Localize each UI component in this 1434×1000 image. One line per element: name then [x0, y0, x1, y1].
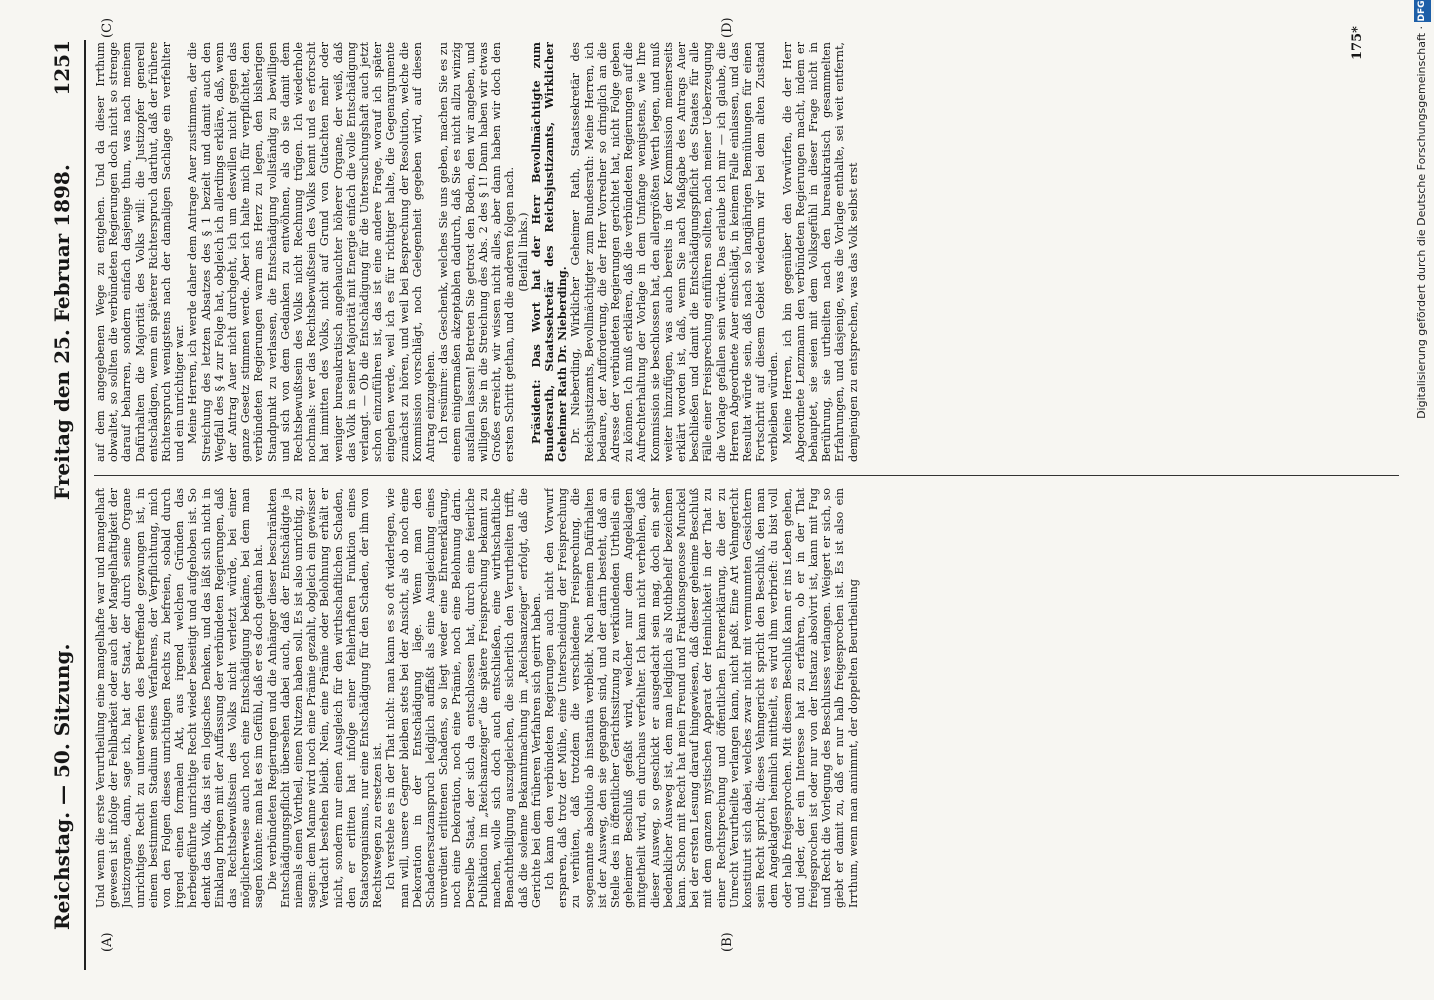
paragraph: Ich verstehe es in der That nicht: man kann es so oft widerlegen, wie man will, unsere Gegner bleiben stets bei der Ansicht, als ob noch eine Dekoration in der Entschädigung läge. Wenn man den Schadenersatzanspruch lediglich auffaßt als eine Ausgleichung eines unverdient erlittenen Schadens, so liegt weder eine Ehrenerklärung, noch eine Dekoration, noch eine Prämie, noch eine Belohnung darin. Derselbe Staat, der sich da entschlossen hat, durch eine feierliche Publikation im „Reichsanzeiger“ die spätere Freisprechung bekannt zu machen, wolle sich doch auch entschließen, eine wirthschaftliche Benachtheiligung auszugleichen, die sicherlich den Verurtheilten trifft, daß die solenne Bekanntmachung im „Reichsanzeiger“ erfolgt, daß die Gerichte bei dem früheren Verfahren sich geirrt haben. — [384, 488, 543, 908]
paragraph: Ich kann den verbündeten Regierungen auch nicht den Vorwurf ersparen, daß trotz der Mühe, eine Unterscheidung der Freisprechung zu verhüten, daß trotzdem die verschiedene Freisprechung, die sogenannte absolutio ab instantia verbleibt. Nach meinem Dafürhalten ist der Ausweg, den sie gegangen sind, und der darin besteht, daß an Stelle des in öffentlicher Gerichtssitzung zu verkündenden Urtheils ein geheimer Beschluß gefaßt wird, welcher nur dem Angeklagten mitgetheilt wird, ein durchaus verfehlter. Ich kann nicht verhehlen, daß dieser Ausweg, so geschickt er ausgedacht sein mag, doch ein sehr bedenklicher Ausweg ist, den man lediglich als Nothbehelf bezeichnen kann. Schon mit Recht hat mein Freund und Fraktionsgenosse Munckel bei der ersten Lesung darauf hingewiesen, daß dieser geheime Beschluß mit dem ganzen mystischen Apparat der Heimlichkeit in der That zu einer Rechtsprechung und öffentlichen Ehrenerklärung, die der zu Unrecht Verurtheilte verlangen kann, nicht paßt. Eine Art Vehmgericht konstituirt sich dabei, welches zwar nicht mit vermummten Gesichtern sein Recht spricht; dieses Vehmgericht spricht den Beschluß, den man dem Angeklagten heimlich mittheilt, es wird ihm verbrieft: du bist voll oder halb freigesprochen. Mit diesem Beschluß kann er ins Leben gehen, und jeder, der ein Interesse hat zu erfahren, ob er in der That freigesprochen ist oder nur von der Instanz absolvirt ist, kann mit Fug und Recht die Vorlegung des Beschlusses verlangen. Weigert er sich, so giebt er damit zu, daß er nur halb freigesprochen ist. Es ist also ein Irrthum, wenn man annimmt, der doppelten Beurtheilung — [542, 488, 860, 908]
page-header — [42, 40, 82, 970]
header-date: Freitag den 25. Februar 1898. — [50, 164, 74, 500]
column-divider — [94, 475, 1399, 476]
paragraph: Ich resümire: das Geschenk, welches Sie uns geben, machen Sie es zu einem einigermaßen akzeptablen dadurch, daß Sie es nicht allzu winzig ausfallen lassen! Betreten Sie getrost den Boden, den wir angeben, und willigen Sie in die Streichung des Abs. 2 des § 1! Dann haben wir etwas Großes erreicht, wir wissen nicht alles, aber dann haben wir doch den ersten Schritt gethan, und die anderen folgen nach. — [437, 42, 517, 462]
paragraph: auf dem angegebenen Wege zu entgehen. Und da dieser Irrthum obwaltet, so sollten die verbündeten Regierungen doch nicht so strenge darauf beharren, sondern einfach dasjenige thun, was nach meinem Dafürhalten die Majorität des Volks will: die Justizopfer generell entschädigen, wenn ein späterer Richterspruch darthut, daß der frühere Richterspruch wenigstens nach der damaligen Sachlage ein verfehlter und ein unrichtiger war. — [94, 42, 187, 462]
margin-marker-c: (C) — [100, 17, 115, 38]
text-column-left — [94, 488, 1399, 908]
header-rule — [84, 40, 86, 970]
paragraph: Und wenn die erste Verurtheilung eine mangelhafte war und mangelhaft gewesen ist infolge der Fehlbarkeit oder auch der Mangelhaftigkeit der Justizorgane, dann, sage ich, hat der Staat, der durch seine Organe unrichtiges Recht zu unterwerfen des Betreffende gezwungen ist, in einem bestimmten Stadium seines Verfahrens, der Verpflichtung, mich von den Folgen dieses unrichtigen Rechts zu befreien, sobald durch irgend einen formalen Akt, aus irgend welchen Gründen das herbeigeführte unrichtige Recht wieder beseitigt und aufgehoben ist. So denkt das Volk, das ist ein logisches Denken, und das läßt sich nicht in Einklang bringen mit der Auffassung der verbündeten Regierungen, daß das Rechtsbewußtsein des Volks nicht verletzt würde, bei einer möglicherweise auch noch eine Entschädigung bekäme, bei dem man sagen könnte: man hat es im Gefühl, daß er es doch gethan hat. — [94, 488, 266, 908]
dfg-watermark — [1412, 0, 1434, 1000]
dfg-logo: DFG — [1414, 0, 1431, 22]
paragraph: Die verbündeten Regierungen und die Anhänger dieser beschränkten Entschädigungspflicht übersehen dabei auch, daß der Entschädigte ja niemals einen Vortheil, einen Nutzen haben soll. Es ist also unrichtig, zu sagen: dem Manne wird noch eine Prämie gezahlt, obgleich ein gewisser Verdacht bestehen bleibt. Nein, eine Prämie oder Belohnung erhält er nicht, sondern nur einen Ausgleich für den wirthschaftlichen Schaden, den er erlitten hat infolge einer fehlerhaften Funktion eines Staatsorganismus, nur eine Entschädigung für den Schaden, der ihm von Rechtswegen zu ersetzen ist. — [265, 488, 385, 908]
president-announcement: Präsident: Das Wort hat der Herr Bevollmächtigte zum Bundesrath, Staatssekretär des Reichsjustizamts, Wirklicher Geheimer Rath Dr. Nieberding. — [528, 42, 570, 462]
applause-note: (Beifall links.) — [516, 212, 530, 292]
margin-marker-b: (B) — [720, 932, 735, 952]
text-column-right — [94, 42, 1399, 462]
paragraph: Meine Herren, ich bin gegenüber den Vorwürfen, die der Herr Abgeordnete Lenzmann den verbündeten Regierungen macht, indem er behauptet, sie seien mit dem Volksgefühl in dieser Frage nicht in Berührung, sie urtheilten nach den bureaukratisch gesammelten Erfahrungen, und dasjenige, was die Vorlage enthalte, sei weit entfernt, demjenigen zu entsprechen, was das Volk selbst erst — [780, 42, 860, 462]
paragraph: Meine Herren, ich werde daher dem Antrage Auer zustimmen, der die Streichung des letzten Absatzes des § 1 bezielt und damit auch den Wegfall des § 4 zur Folge hat, obgleich ich allerdings erkläre, daß, wenn der Antrag Auer nicht durchgeht, ich um deswillen nicht gegen das ganze Gesetz stimmen werde. Aber ich halte mich für verpflichtet, den verbündeten Regierungen warm ans Herz zu legen, den bisherigen Standpunkt zu verlassen, die Entschädigung vollständig zu bewilligen und sich von dem Gedanken zu entwöhnen, als ob sie damit dem Rechtsbewußtsein des Volks nicht Rechnung trügen. Ich wiederhole nochmals: wer das Rechtsbewußtsein des Volks kennt und es erforscht hat inmitten des Volks, nicht auf Grund von Gutachten mehr oder weniger bureaukratisch angehauchter höherer Organe, der weiß, daß das Volk in seiner Majorität mit Energie einfach die volle Entschädigung verlangt. — Ob die Entschädigung für die Untersuchungshaft auch jetzt schon einzuführen ist, das ist eine andere Frage, worauf ich später eingehen werde, weil ich es für richtiger halte, die Gegenargumente zunächst zu hören, und weil bei Besprechung der Resolution, welche die Kommission vorschlägt, noch Gelegenheit gegeben wird, auf diesen Antrag einzugehen. — [186, 42, 438, 462]
header-left: Reichstag. — 50. Sitzung. — [50, 643, 74, 930]
paragraph: Dr. Nieberding, Wirklicher Geheimer Rath, Staatssekretär des Reichsjustizamts, Bevollmächtigter zum Bundesrath: Meine Herren, ich bedaure, der Aufforderung, die der Herr Vorredner so dringlich an die Adresse der verbündeten Regierungen gerichtet hat, nicht Folge geben zu können. Ich muß erklären, daß die verbündeten Regierungen auf die Aufrechterhaltung der Vorlage in dem Umfange wenigstens, wie Ihre Kommission sie beschlossen hat, den allergrößten Werth legen, und muß weiter hinzufügen, was auch bereits in der Kommission meinerseits erklärt worden ist, daß, wenn Sie nach Maßgabe des Antrags Auer beschließen und damit die Entschädigungspflicht des Staates für alle Fälle einer Freisprechung einführen sollten, nach meiner Ueberzeugung die Vorlage gefallen sein würde. Das erlaube ich mir — ich glaube, die Herren Abgeordnete Auer einschlägt, in keinem Falle einlassen, und das Resultat würde sein, daß nach so langjährigen Bemühungen für einen Fortschritt auf diesem Gebiet wiederum wir bei dem alten Zustand verbleiben würden. — [569, 42, 781, 462]
watermark-text: Digitalisierung gefördert durch die Deutsche Forschungsgemeinschaft · — [1415, 26, 1428, 419]
margin-marker-a: (A) — [100, 932, 115, 952]
page-number: 1251 — [50, 40, 74, 96]
footer-number: 175* — [1350, 26, 1365, 60]
margin-marker-d: (D) — [720, 17, 735, 38]
